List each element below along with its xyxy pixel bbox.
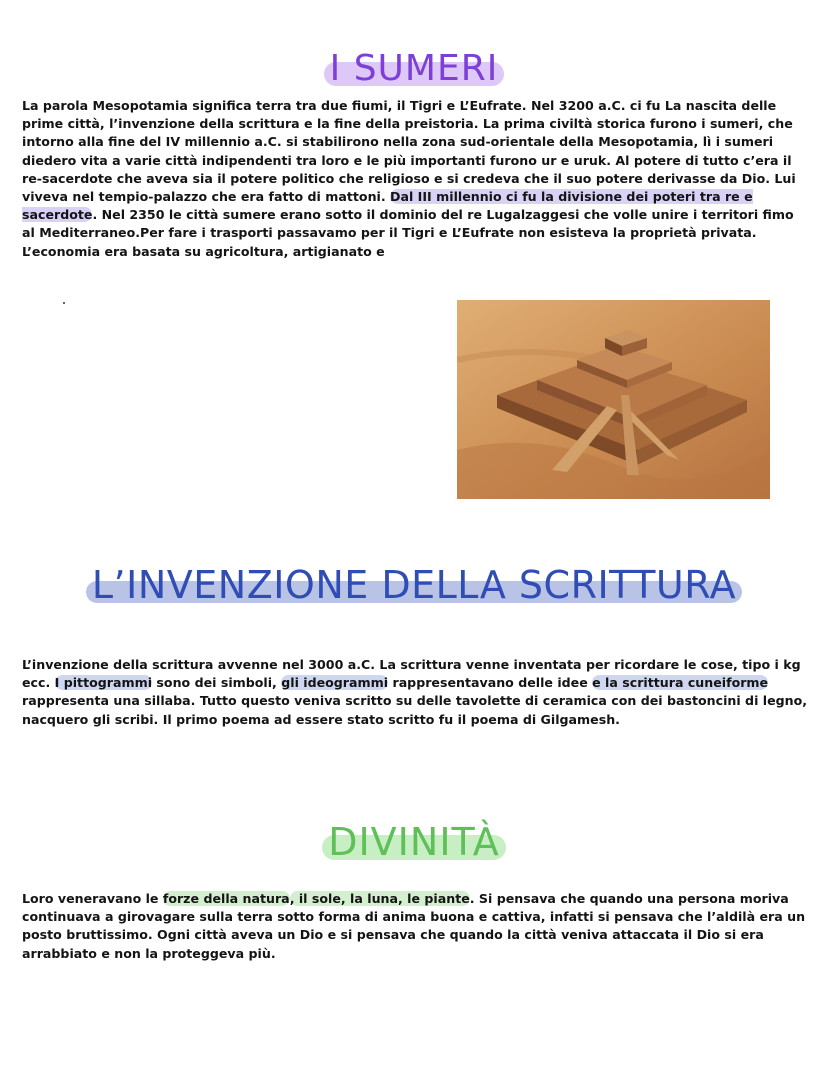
paragraph-scrittura-text-4: rappresenta una sillaba. Tutto questo veniva scritto su delle tavolette di ceramica con dei bastoncini di legno, nacquero gli scribi. Il primo poema ad essere stato scritto fu il poema di Gilgamesh. [22,693,808,727]
paragraph-divinita-text-1: Loro veneravano le [22,891,163,906]
title-sumeri-text: I SUMERI [324,48,505,89]
title-divinita [0,820,828,864]
stray-dot [63,302,65,304]
title-divinita-text: DIVINITÀ [322,820,506,864]
highlight-cuneiforme: e la scrittura cuneiforme [592,675,769,691]
paragraph-scrittura-text-1: L’invenzione della scrittura avvenne nel 3000 a.C. La scrittura venne inventata per ricordare le cose, tipo i kg ecc. [22,657,801,691]
highlight-divisione-poteri: Dal III millennio ci fu la divisione dei poteri tra re e sacerdote [22,189,753,223]
ziggurat-image [457,300,770,499]
ziggurat-illustration-icon [457,300,770,499]
paragraph-divinita [22,890,808,963]
paragraph-sumeri-text-2: . Nel 2350 le città sumere erano sotto il dominio del re Lugalzaggesi che volle unire i territori fimo al Mediterraneo.Per fare i trasporti passavamo per il Tigri e L’Eufrate non esisteva la proprietà privata. L’economia era basata su agricoltura, artigianato e [22,207,794,259]
highlight-pittogrammi: I pittogrammi [54,675,153,691]
paragraph-scrittura-text-2: sono dei simboli, [152,675,282,691]
highlight-ideogrammi: gli ideogrammi [281,675,389,691]
highlight-sole-luna-piante: , il sole, la luna, le piante [289,891,470,906]
title-scrittura [0,563,828,607]
title-sumeri [0,48,828,89]
paragraph-scrittura [22,656,808,729]
paragraph-divinita-text-3: . Si pensava che quando una persona moriva continuava a girovagare sulla terra sotto forma di anima buona e cattiva, infatti si pensava che l’aldilà era un posto bruttissimo. Ogni città aveva un Dio e si pensava che quando la città veniva attaccata il Dio si era arrabbiato e non la proteggeva più. [22,891,806,961]
paragraph-scrittura-text-3: rappresentavano delle idee [388,675,593,691]
title-scrittura-text: L’INVENZIONE DELLA SCRITTURA [86,563,742,607]
paragraph-sumeri [22,97,808,261]
paragraph-sumeri-text-1: La parola Mesopotamia significa terra tra due fiumi, il Tigri e L’Eufrate. Nel 3200 a.C. ci fu La nascita delle prime città, l’invenzione della scrittura e la fine della preistoria. La prima civiltà storica furono i sumeri, che intorno alla fine del IV millennio a.C. si stabilirono nella zona sud-orientale della Mesopotamia, lì i sumeri diedero vita a varie città indipendenti tra loro e le più importanti furono ur e uruk. Al potere di tutto c’era il re-sacerdote che aveva sia il potere politico che religioso e si credeva che il suo potere derivasse da Dio. Lui viveva nel tempio-palazzo che era fatto di mattoni. [22,98,796,205]
highlight-forze-natura: forze della natura [162,891,290,906]
